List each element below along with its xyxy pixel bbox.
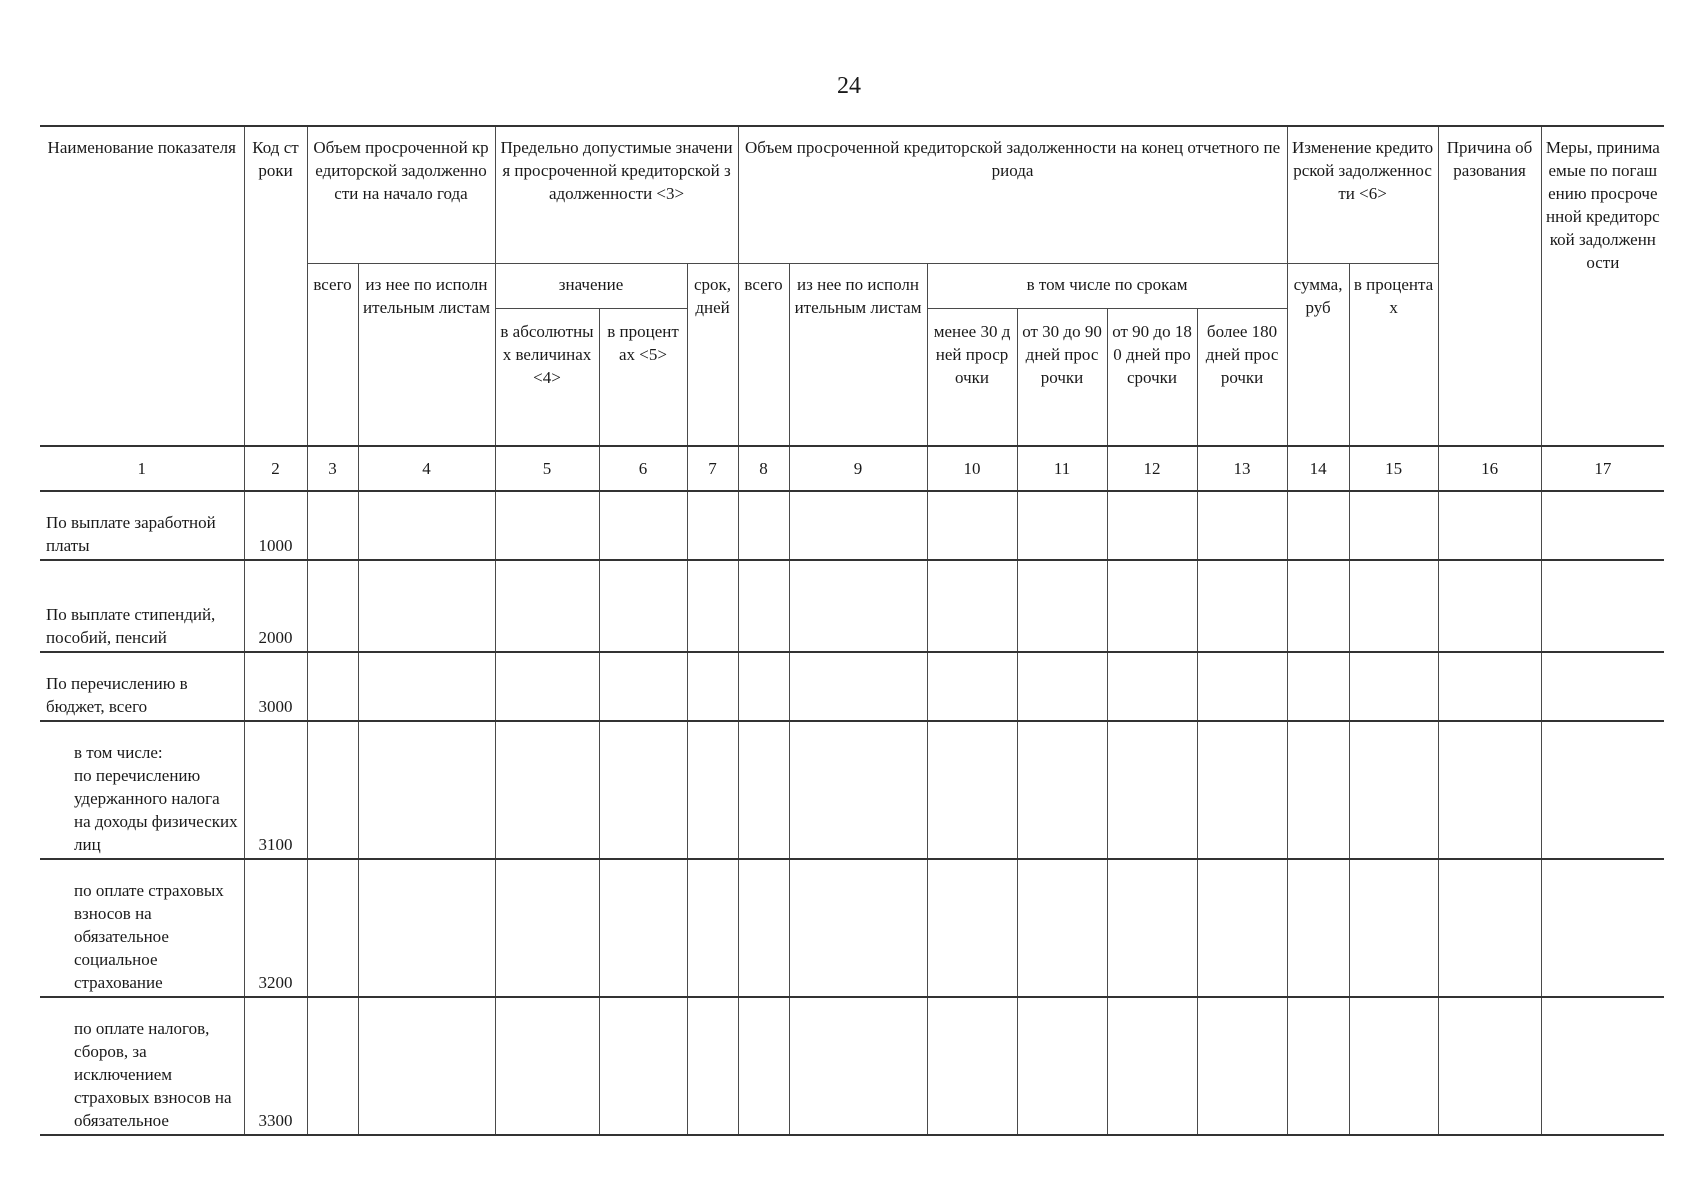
value-cell	[1287, 560, 1349, 652]
header-limits-value: значение	[495, 263, 687, 308]
header-start-volume: Объем просроченной кредиторской задолженности на начало года	[307, 126, 495, 263]
column-number: 10	[927, 446, 1017, 491]
header-end-total: всего	[738, 263, 789, 446]
value-cell	[1438, 997, 1541, 1135]
value-cell	[358, 997, 495, 1135]
value-cell	[599, 652, 687, 721]
row-code: 3100	[244, 721, 307, 859]
value-cell	[1438, 560, 1541, 652]
value-cell	[1287, 997, 1349, 1135]
header-end-writs: из нее по исполнительным листам	[789, 263, 927, 446]
value-cell	[1197, 560, 1287, 652]
header-change-sum: сумма, руб	[1287, 263, 1349, 446]
column-number: 12	[1107, 446, 1197, 491]
value-cell	[789, 997, 927, 1135]
value-cell	[1107, 560, 1197, 652]
header-by-terms: в том числе по срокам	[927, 263, 1287, 308]
value-cell	[687, 721, 738, 859]
header-start-writs: из нее по исполнительным листам	[358, 263, 495, 446]
row-name: по оплате страховых взносов на обязательное социальное страхование	[40, 859, 244, 997]
value-cell	[1107, 997, 1197, 1135]
header-term-90-180: от 90 до 180 дней просрочки	[1107, 308, 1197, 446]
value-cell	[687, 560, 738, 652]
header-name: Наименование показателя	[40, 126, 244, 446]
value-cell	[599, 560, 687, 652]
value-cell	[495, 859, 599, 997]
column-number: 14	[1287, 446, 1349, 491]
value-cell	[1349, 997, 1438, 1135]
value-cell	[789, 859, 927, 997]
value-cell	[687, 491, 738, 560]
value-cell	[495, 721, 599, 859]
value-cell	[789, 652, 927, 721]
value-cell	[738, 560, 789, 652]
value-cell	[358, 652, 495, 721]
value-cell	[495, 652, 599, 721]
row-name-prefix: в том числе:	[74, 743, 163, 762]
header-limits-term: срок, дней	[687, 263, 738, 446]
table-row	[40, 997, 1664, 1135]
column-number: 3	[307, 446, 358, 491]
header-measures: Меры, принимаемые по погашению просроченной кредиторской задолженности	[1541, 126, 1664, 446]
value-cell	[1017, 491, 1107, 560]
table-row	[40, 560, 1664, 652]
header-limits-pct: в процентах <5>	[599, 308, 687, 446]
column-number: 2	[244, 446, 307, 491]
row-name: По выплате стипендий, пособий, пенсий	[40, 560, 244, 652]
value-cell	[1541, 997, 1664, 1135]
row-code: 3200	[244, 859, 307, 997]
value-cell	[927, 652, 1017, 721]
header-change-pct: в процентах	[1349, 263, 1438, 446]
value-cell	[495, 997, 599, 1135]
column-number: 1	[40, 446, 244, 491]
header-change: Изменение кредиторской задолженности <6>	[1287, 126, 1438, 263]
value-cell	[738, 997, 789, 1135]
value-cell	[1017, 997, 1107, 1135]
header-limits-abs: в абсолютных величинах <4>	[495, 308, 599, 446]
value-cell	[358, 560, 495, 652]
value-cell	[738, 652, 789, 721]
value-cell	[1541, 560, 1664, 652]
column-number: 17	[1541, 446, 1664, 491]
page-number: 24	[837, 73, 861, 99]
value-cell	[1349, 859, 1438, 997]
value-cell	[307, 859, 358, 997]
header-limits: Предельно допустимые значения просроченной кредиторской задолженности <3>	[495, 126, 738, 263]
value-cell	[1349, 721, 1438, 859]
value-cell	[1107, 652, 1197, 721]
value-cell	[1541, 652, 1664, 721]
value-cell	[789, 721, 927, 859]
header-term-lt30: менее 30 дней просрочки	[927, 308, 1017, 446]
column-numbers-row	[40, 446, 1664, 491]
value-cell	[307, 721, 358, 859]
row-name: По выплате заработной платы	[40, 491, 244, 560]
value-cell	[1287, 721, 1349, 859]
value-cell	[599, 721, 687, 859]
value-cell	[1349, 491, 1438, 560]
row-name	[40, 721, 244, 859]
value-cell	[1197, 721, 1287, 859]
row-code: 3000	[244, 652, 307, 721]
value-cell	[1197, 859, 1287, 997]
column-number: 13	[1197, 446, 1287, 491]
value-cell	[1017, 721, 1107, 859]
value-cell	[1438, 491, 1541, 560]
value-cell	[1197, 997, 1287, 1135]
value-cell	[1541, 491, 1664, 560]
value-cell	[1017, 560, 1107, 652]
table-row	[40, 859, 1664, 997]
header-term-30-90: от 30 до 90 дней просрочки	[1017, 308, 1107, 446]
value-cell	[1438, 859, 1541, 997]
column-number: 5	[495, 446, 599, 491]
header-start-total: всего	[307, 263, 358, 446]
value-cell	[927, 721, 1017, 859]
row-name: По перечислению в бюджет, всего	[40, 652, 244, 721]
value-cell	[1107, 491, 1197, 560]
value-cell	[307, 652, 358, 721]
value-cell	[1107, 721, 1197, 859]
column-number: 7	[687, 446, 738, 491]
value-cell	[687, 997, 738, 1135]
value-cell	[1287, 652, 1349, 721]
column-number: 4	[358, 446, 495, 491]
value-cell	[495, 491, 599, 560]
value-cell	[1349, 560, 1438, 652]
row-name: по оплате налогов, сборов, за исключением страховых взносов на обязательное	[40, 997, 244, 1135]
value-cell	[307, 491, 358, 560]
overdue-payables-table	[40, 125, 1664, 1136]
column-number: 11	[1017, 446, 1107, 491]
row-code: 1000	[244, 491, 307, 560]
value-cell	[687, 652, 738, 721]
table-row	[40, 491, 1664, 560]
value-cell	[738, 721, 789, 859]
value-cell	[789, 560, 927, 652]
column-number: 9	[789, 446, 927, 491]
value-cell	[1197, 652, 1287, 721]
row-code: 2000	[244, 560, 307, 652]
header-code: Код строки	[244, 126, 307, 446]
value-cell	[927, 560, 1017, 652]
value-cell	[599, 997, 687, 1135]
value-cell	[1349, 652, 1438, 721]
value-cell	[599, 491, 687, 560]
value-cell	[927, 997, 1017, 1135]
value-cell	[358, 859, 495, 997]
header-term-gt180: более 180 дней просрочки	[1197, 308, 1287, 446]
row-code: 3300	[244, 997, 307, 1135]
value-cell	[1017, 859, 1107, 997]
column-number: 16	[1438, 446, 1541, 491]
value-cell	[789, 491, 927, 560]
value-cell	[1438, 721, 1541, 859]
value-cell	[1197, 491, 1287, 560]
column-number: 8	[738, 446, 789, 491]
value-cell	[1541, 721, 1664, 859]
value-cell	[307, 560, 358, 652]
value-cell	[738, 491, 789, 560]
header-reason: Причина образования	[1438, 126, 1541, 446]
value-cell	[1438, 652, 1541, 721]
row-name-text: по перечислению удержанного налога на доходы физических лиц	[74, 766, 238, 854]
value-cell	[1107, 859, 1197, 997]
column-number: 15	[1349, 446, 1438, 491]
value-cell	[738, 859, 789, 997]
value-cell	[1541, 859, 1664, 997]
value-cell	[358, 491, 495, 560]
value-cell	[1017, 652, 1107, 721]
value-cell	[687, 859, 738, 997]
value-cell	[927, 859, 1017, 997]
value-cell	[495, 560, 599, 652]
value-cell	[1287, 859, 1349, 997]
value-cell	[307, 997, 358, 1135]
header-end-volume: Объем просроченной кредиторской задолженности на конец отчетного периода	[738, 126, 1287, 263]
value-cell	[1287, 491, 1349, 560]
value-cell	[927, 491, 1017, 560]
table-row	[40, 721, 1664, 859]
value-cell	[599, 859, 687, 997]
value-cell	[358, 721, 495, 859]
column-number: 6	[599, 446, 687, 491]
table-row	[40, 652, 1664, 721]
